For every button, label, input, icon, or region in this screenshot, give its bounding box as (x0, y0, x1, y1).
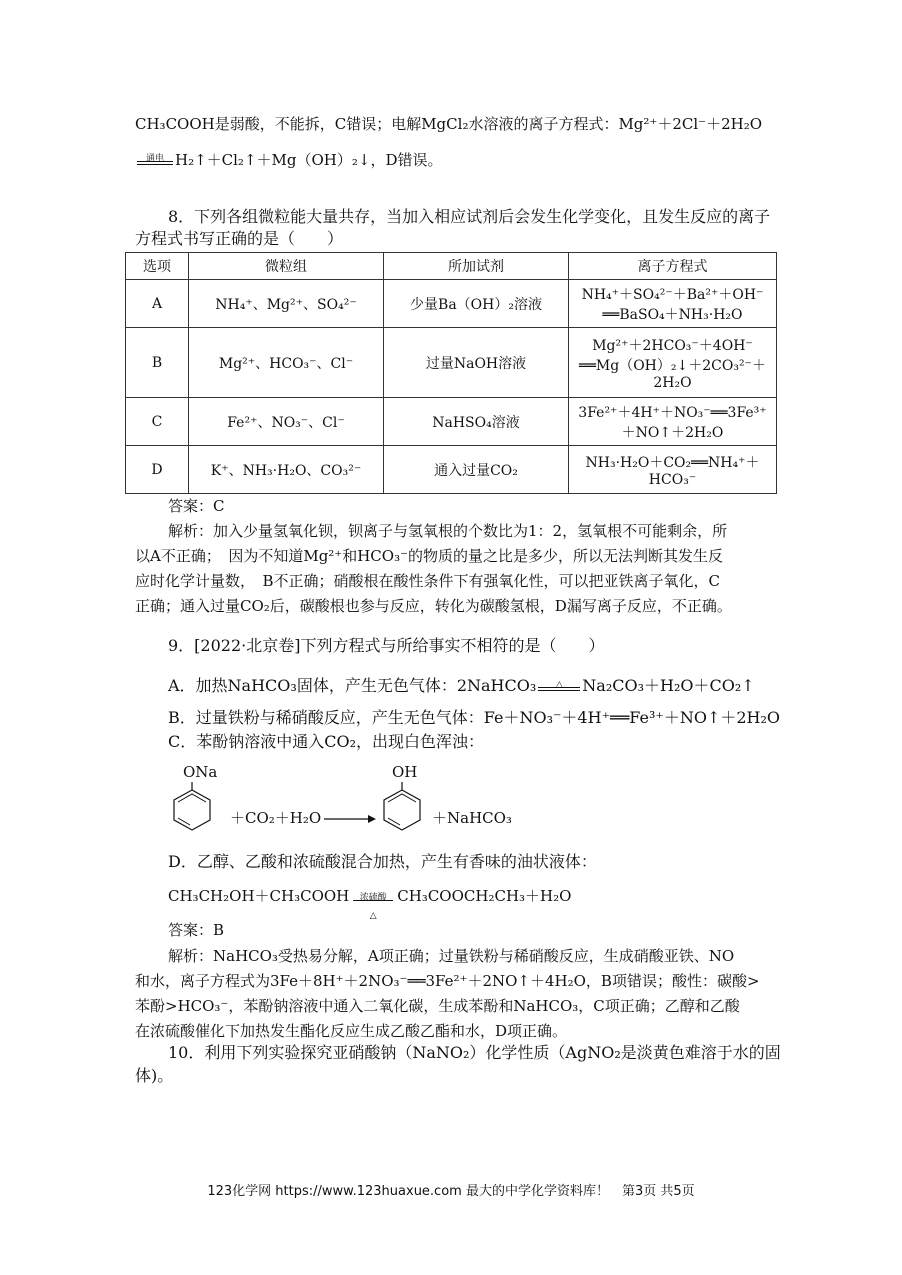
q9-explanation-1: 解析：NaHCO₃受热易分解，A项正确；过量铁粉与稀硝酸反应，生成硝酸亚铁、NO (168, 947, 735, 965)
row-equation (569, 446, 777, 494)
row-reagent: 通入过量CO₂ (384, 446, 569, 494)
q8-stem-2: 方程式书写正确的是（ ） (135, 229, 344, 248)
benzene-ring-1 (170, 782, 214, 836)
row-equation (569, 398, 777, 446)
q8-options-table (125, 252, 777, 494)
q10-stem-2: 体)。 (135, 1066, 174, 1085)
row-particles: Mg²⁺、HCO₃⁻、Cl⁻ (189, 328, 384, 398)
reaction-product-term: ＋NaHCO₃ (432, 809, 512, 827)
table-row (126, 328, 777, 398)
q9-stem: 9．[2022·北京卷]下列方程式与所给事实不相符的是（ ） (168, 636, 605, 655)
esterification-arrow (353, 893, 393, 921)
table-row (126, 280, 777, 328)
q9-option-b: B．过量铁粉与稀硝酸反应，产生无色气体：Fe＋NO₃⁻＋4H⁺══Fe³⁺＋NO↑＋2H₂O (168, 708, 781, 727)
equation-line: 2H₂O (653, 374, 692, 391)
row-particles: K⁺、NH₃·H₂O、CO₃²⁻ (189, 446, 384, 494)
q9-explanation-4: 在浓硫酸催化下加热发生酯化反应生成乙酸乙酯和水，D项正确。 (135, 1022, 568, 1040)
q8-explanation-3: 应时化学计量数， B不正确；硝酸根在酸性条件下有强氧化性，可以把亚铁离子氧化，C (135, 572, 721, 590)
top-line-2-text: H₂↑＋Cl₂↑＋Mg（OH）₂↓，D错误。 (175, 151, 443, 169)
equation-line: NH₃·H₂O＋CO₂══NH₄⁺＋ (585, 454, 760, 471)
heat-condition: △ (369, 911, 377, 921)
top-line-1: CH₃COOH是弱酸，不能拆，C错误；电解MgCl₂水溶液的离子方程式：Mg²⁺＋2Cl⁻＋2H₂O (135, 115, 763, 133)
heat-condition: △ (555, 680, 563, 690)
header-reagent: 所加试剂 (384, 253, 569, 280)
header-equation: 离子方程式 (569, 253, 777, 280)
arrow-condition: 通电 (145, 154, 164, 164)
q9-explanation-3: 苯酚>HCO₃⁻，苯酚钠溶液中通入二氧化碳，生成苯酚和NaHCO₃，C项正确；乙醇和乙酸 (135, 997, 740, 1015)
row-option: C (126, 398, 189, 446)
q9-option-c: C．苯酚钠溶液中通入CO₂，出现白色浑浊： (168, 732, 485, 751)
row-equation (569, 280, 777, 328)
table-row (126, 446, 777, 494)
reaction-middle-terms: ＋CO₂＋H₂O (230, 809, 322, 827)
equation-line: 3Fe²⁺＋4H⁺＋NO₃⁻══3Fe³⁺ (578, 404, 767, 421)
row-particles: Fe²⁺、NO₃⁻、Cl⁻ (189, 398, 384, 446)
equation-line: NH₄⁺＋SO₄²⁻＋Ba²⁺＋OH⁻ (581, 286, 764, 303)
benzene-ring-2 (380, 782, 424, 836)
heat-arrow (538, 680, 580, 691)
table-header-row (126, 253, 777, 280)
header-option: 选项 (126, 253, 189, 280)
option-a-right: Na₂CO₃＋H₂O＋CO₂↑ (582, 676, 755, 695)
row-option: A (126, 280, 189, 328)
sodium-phenoxide-label: ONa (183, 763, 218, 781)
electrolysis-arrow (137, 154, 173, 165)
top-line-2 (135, 150, 442, 170)
q8-stem-1: 8．下列各组微粒能大量共存，当加入相应试剂后会发生化学变化，且发生反应的离子 (168, 207, 771, 226)
q8-explanation-1: 解析：加入少量氢氧化钡，钡离子与氢氧根的个数比为1：2，氢氧根不可能剩余，所 (168, 522, 728, 540)
reaction-arrow (324, 811, 376, 829)
esterification-right: CH₃COOCH₂CH₃＋H₂O (397, 887, 572, 905)
q8-explanation-4: 正确；通入过量CO₂后，碳酸根也参与反应，转化为碳酸氢根，D漏写离子反应，不正确。 (135, 597, 732, 615)
row-particles: NH₄⁺、Mg²⁺、SO₄²⁻ (189, 280, 384, 328)
option-a-left: A．加热NaHCO₃固体，产生无色气体：2NaHCO₃ (168, 676, 537, 695)
q10-stem-1: 10．利用下列实验探究亚硝酸钠（NaNO₂）化学性质（AgNO₂是淡黄色难溶于水的固 (168, 1043, 781, 1062)
row-reagent: 过量NaOH溶液 (384, 328, 569, 398)
equation-line: ＋NO↑＋2H₂O (621, 424, 724, 441)
right-arrow-icon (324, 813, 376, 825)
row-option: D (126, 446, 189, 494)
benzene-ring-icon (170, 782, 214, 836)
benzene-ring-icon (380, 782, 424, 836)
table-row (126, 398, 777, 446)
q9-option-d: D．乙醇、乙酸和浓硫酸混合加热，产生有香味的油状液体： (168, 852, 597, 871)
equation-line: HCO₃⁻ (648, 471, 697, 488)
equation-line: Mg²⁺＋2HCO₃⁻＋4OH⁻ (592, 337, 753, 354)
esterification-left: CH₃CH₂OH＋CH₃COOH (168, 887, 350, 905)
q8-answer: 答案：C (168, 497, 225, 515)
equation-line: ══Mg（OH）₂↓＋2CO₃²⁻＋ (579, 357, 766, 374)
q9-answer: 答案：B (168, 921, 225, 939)
row-reagent: 少量Ba（OH）₂溶液 (384, 280, 569, 328)
header-particles: 微粒组 (189, 253, 384, 280)
page-footer: 123化学网 https://www.123huaxue.com 最大的中学化学资料库！ 第3页 共5页 (207, 1184, 695, 1199)
q9-option-a (168, 676, 755, 696)
equation-line: ══BaSO₄＋NH₃·H₂O (602, 306, 743, 323)
row-option: B (126, 328, 189, 398)
q9-option-d-equation (168, 886, 572, 921)
q8-explanation-2: 以A不正确； 因为不知道Mg²⁺和HCO₃⁻的物质的量之比是多少，所以无法判断其发生反 (135, 547, 724, 565)
phenol-label: OH (392, 763, 418, 781)
row-reagent: NaHSO₄溶液 (384, 398, 569, 446)
q9-explanation-2: 和水，离子方程式为3Fe＋8H⁺＋2NO₃⁻══3Fe²⁺＋2NO↑＋4H₂O，B项错误；酸性：碳酸> (135, 972, 760, 990)
catalyst-condition: 浓硫酸 (359, 893, 387, 903)
row-equation (569, 328, 777, 398)
